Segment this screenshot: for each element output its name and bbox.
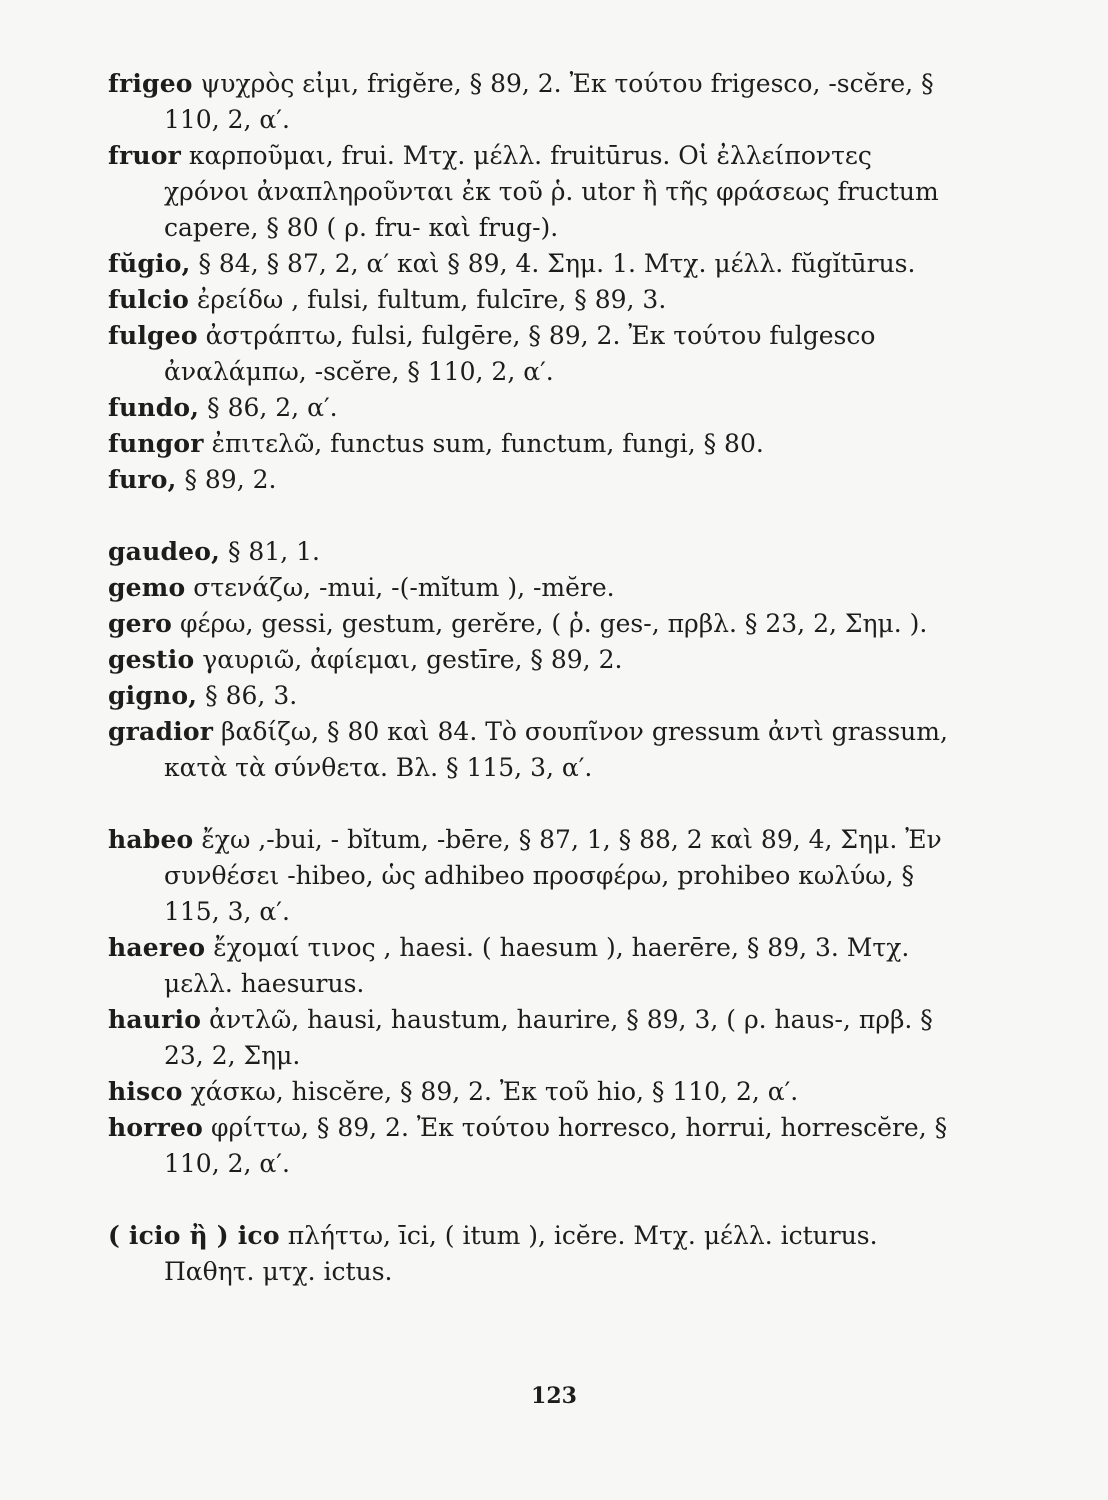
verb-entry-list (108, 66, 958, 1290)
entry-headword: haereo (108, 933, 206, 962)
entry-headword: horreo (108, 1113, 203, 1142)
entry-headword: haurio (108, 1005, 202, 1034)
verb-entry (108, 642, 958, 678)
entry-headword: habeo (108, 825, 194, 854)
entry-headword: fruor (108, 141, 181, 170)
entry-definition: § 89, 2. (184, 465, 277, 494)
entry-definition: ἀντλῶ, hausi, haustum, haurire, § 89, 3, ( ρ. haus-, πρβ. § 23, 2, Σημ. (164, 1005, 933, 1070)
entry-definition: § 84, § 87, 2, α′ καὶ § 89, 4. Σημ. 1. Μτχ. μέλλ. fŭgĭtūrus. (198, 249, 916, 278)
entry-definition: § 81, 1. (227, 537, 320, 566)
verb-entry (108, 930, 958, 1002)
entry-definition: χάσκω, hiscĕre, § 89, 2. Ἐκ τοῦ hio, § 110, 2, α′. (190, 1077, 799, 1106)
entry-definition: ἔχω ,-bui, - bĭtum, -bēre, § 87, 1, § 88, 2 καὶ 89, 4, Σημ. Ἐν συνθέσει -hibeo, ὡς adhibeo προσφέρω, prohibeo κωλύω, § 115, 3, α′. (164, 825, 942, 926)
entry-headword: hisco (108, 1077, 183, 1106)
entry-definition: καρποῦμαι, frui. Μτχ. μέλλ. fruitūrus. Οἱ ἐλλείποντες χρόνοι ἀναπληροῦνται ἐκ τοῦ ῥ. utor ἢ τῆς φράσεως fructum capere, § 80 ( ρ. fru- καὶ frug-). (164, 141, 939, 242)
entry-definition: ἐρείδω , fulsi, fultum, fulcīre, § 89, 3. (196, 285, 667, 314)
verb-entry (108, 822, 958, 930)
entry-headword: gestio (108, 645, 195, 674)
verb-entry (108, 282, 958, 318)
verb-entry (108, 606, 958, 642)
entry-headword: frigeo (108, 69, 193, 98)
entry-headword: gigno, (108, 681, 198, 710)
verb-entry (108, 138, 958, 246)
verb-entry (108, 246, 958, 282)
verb-entry (108, 714, 958, 786)
entry-headword: fungor (108, 429, 204, 458)
verb-entry (108, 1002, 958, 1074)
entry-headword: ( icio ἢ ) ico (108, 1221, 280, 1250)
entry-definition: πλήττω, īci, ( itum ), icĕre. Μτχ. μέλλ. icturus. Παθητ. μτχ. ictus. (164, 1221, 878, 1286)
verb-entry (108, 1074, 958, 1110)
page-number: 123 (531, 1383, 577, 1409)
entry-headword: gemo (108, 573, 186, 602)
verb-entry (108, 1110, 958, 1182)
section-gap (108, 786, 958, 822)
entry-definition: φέρω, gessi, gestum, gerĕre, ( ῥ. ges-, πρβλ. § 23, 2, Σημ. ). (180, 609, 928, 638)
entry-definition: γαυριῶ, ἀφίεμαι, gestīre, § 89, 2. (202, 645, 623, 674)
section-gap (108, 1182, 958, 1218)
entry-headword: gradior (108, 717, 214, 746)
entry-headword: fulgeo (108, 321, 198, 350)
entry-definition: § 86, 3. (205, 681, 298, 710)
verb-entry (108, 66, 958, 138)
entry-definition: φρίττω, § 89, 2. Ἐκ τούτου horresco, horrui, horrescĕre, § 110, 2, α′. (164, 1113, 948, 1178)
entry-headword: furo, (108, 465, 177, 494)
verb-entry (108, 318, 958, 390)
entry-definition: ψυχρὸς εἰμι, frigĕre, § 89, 2. Ἐκ τούτου frigesco, -scĕre, § 110, 2, α′. (164, 69, 934, 134)
verb-entry (108, 426, 958, 462)
entry-definition: ἀστράπτω, fulsi, fulgēre, § 89, 2. Ἐκ τούτου fulgesco ἀναλάμπω, -scĕre, § 110, 2, α′. (164, 321, 876, 386)
verb-entry (108, 462, 958, 498)
verb-entry (108, 534, 958, 570)
entry-definition: § 86, 2, α′. (207, 393, 338, 422)
entry-headword: fŭgio, (108, 249, 191, 278)
entry-definition: ἐπιτελῶ, functus sum, functum, fungi, § 80. (211, 429, 764, 458)
verb-entry (108, 570, 958, 606)
entry-definition: βαδίζω, § 80 καὶ 84. Τὸ σουπῖνον gressum ἀντὶ grassum, κατὰ τὰ σύνθετα. Βλ. § 115, 3, α′. (164, 717, 948, 782)
entry-headword: gaudeo, (108, 537, 221, 566)
verb-entry (108, 390, 958, 426)
entry-definition: στενάζω, -mui, -(-mĭtum ), -mĕre. (193, 573, 615, 602)
entry-headword: fundo, (108, 393, 200, 422)
entry-headword: fulcio (108, 285, 190, 314)
verb-entry (108, 678, 958, 714)
entry-headword: gero (108, 609, 173, 638)
entry-definition: ἔχομαί τινος , haesi. ( haesum ), haerēre, § 89, 3. Μτχ. μελλ. haesurus. (164, 933, 910, 998)
section-gap (108, 498, 958, 534)
verb-entry (108, 1218, 958, 1290)
